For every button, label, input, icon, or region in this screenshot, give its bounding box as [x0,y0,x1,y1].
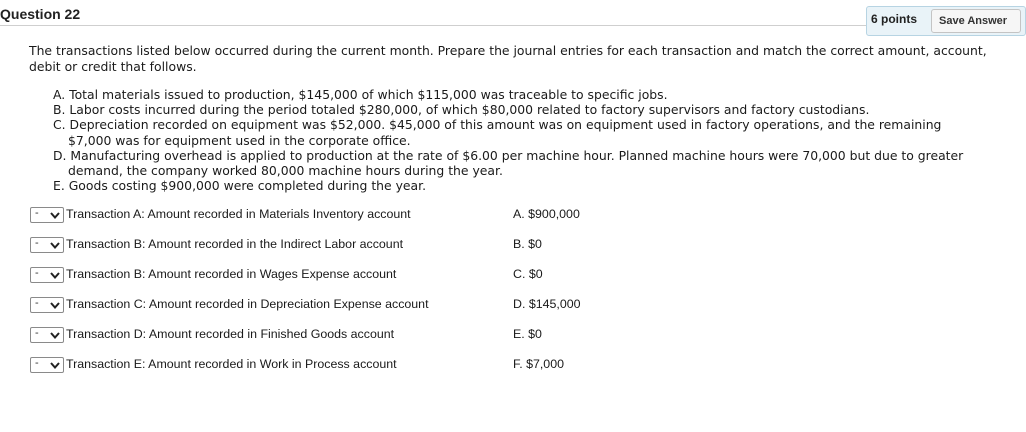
match-row-label: Transaction A: Amount recorded in Materials Inventory account [66,207,411,221]
select-value: - [35,237,39,249]
select-value: - [35,297,39,309]
chevron-down-icon [49,301,61,310]
select-value: - [35,327,39,339]
answer-select[interactable] [30,237,64,253]
answer-option: C. $0 [513,267,543,281]
match-row-label: Transaction B: Amount recorded in Wages Expense account [66,267,397,281]
transaction-item: B. Labor costs incurred during the period totaled $280,000, of which $80,000 related to factory supervisors and factory custodians. [53,102,870,118]
chevron-down-icon [49,271,61,280]
answer-option: F. $7,000 [513,357,564,371]
transaction-item: D. Manufacturing overhead is applied to production at the rate of $6.00 per machine hour. Planned machine hours were 70,000 but due to greater demand, the company worked 80,000 machine hours during the year. [53,147,964,179]
match-row-label: Transaction D: Amount recorded in Finished Goods account [66,327,395,341]
chevron-down-icon [49,331,61,340]
answer-select[interactable] [30,357,64,373]
answer-select[interactable] [30,297,64,313]
transaction-list [53,87,983,193]
answer-option: B. $0 [513,237,542,251]
transaction-item: C. Depreciation recorded on equipment was $52,000. $45,000 of this amount was on equipment used in factory operations, and the remaining $7,000 was for equipment used in the corporate office. [53,117,942,148]
transaction-item: E. Goods costing $900,000 were completed during the year. [53,178,427,194]
answer-select[interactable] [30,267,64,283]
answer-option: E. $0 [513,327,542,341]
match-row-label: Transaction B: Amount recorded in the Indirect Labor account [66,237,404,251]
chevron-down-icon [49,211,61,220]
title-divider [0,25,999,26]
question-title: Question 22 [0,6,81,22]
match-row-label: Transaction E: Amount recorded in Work in Process account [66,357,397,371]
chevron-down-icon [49,241,61,250]
save-answer-button[interactable]: Save Answer [931,9,1021,33]
points-label: 6 points [871,12,918,26]
chevron-down-icon [49,361,61,370]
match-row-label: Transaction C: Amount recorded in Depreciation Expense account [66,297,429,311]
transaction-item: A. Total materials issued to production, $145,000 of which $115,000 was traceable to specific jobs. [53,87,668,102]
answer-select[interactable] [30,207,64,223]
select-value: - [35,207,39,219]
question-instructions: The transactions listed below occurred during the current month. Prepare the journal entries for each transaction and match the correct amount, account, debit or credit that follows. [29,43,987,74]
select-value: - [35,357,39,369]
answer-option: A. $900,000 [513,207,580,221]
answer-select[interactable] [30,327,64,343]
answer-option: D. $145,000 [513,297,581,311]
select-value: - [35,267,39,279]
